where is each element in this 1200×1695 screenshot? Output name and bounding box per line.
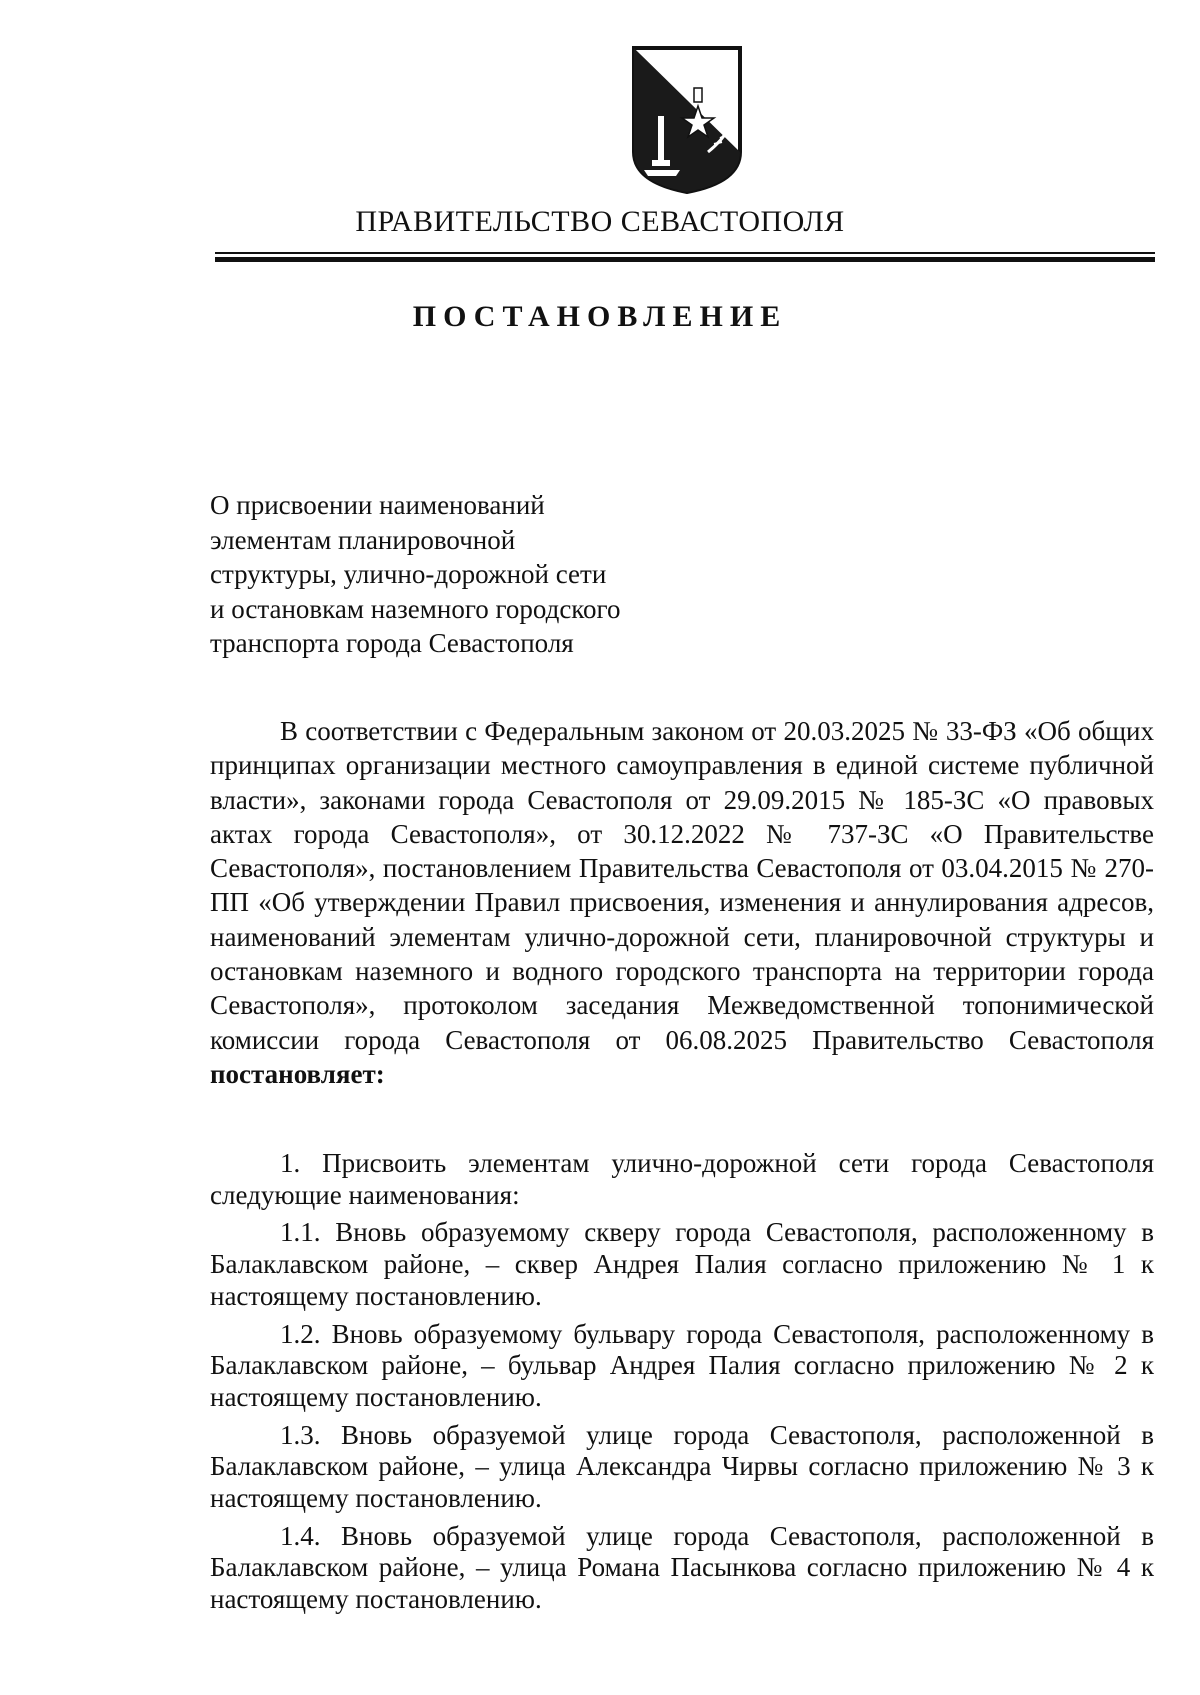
document-subject xyxy=(210,488,730,661)
clause-1-1: 1.1. Вновь образуемому скверу города Севастополя, расположенному в Балаклавском районе, – сквер Андрея Палия согласно приложению № 1 к настоящему постановлению. xyxy=(210,1217,1154,1311)
subject-line: структуры, улично-дорожной сети xyxy=(210,559,607,589)
sevastopol-coat-of-arms-icon xyxy=(628,44,746,194)
clause-1-4: 1.4. Вновь образуемой улице города Севастополя, расположенной в Балаклавском районе, – улица Романа Пасынкова согласно приложению № 4 к настоящему постановлению. xyxy=(210,1520,1154,1615)
clause-1-2: 1.2. Вновь образуемому бульвару города Севастополя, расположенному в Балаклавском районе, – бульвар Андрея Палия согласно приложению № 2 к настоящему постановлению. xyxy=(210,1318,1154,1412)
clauses-list xyxy=(210,1148,1154,1622)
document-type-title: ПОСТАНОВЛЕНИЕ xyxy=(412,300,788,333)
subject-line: О присвоении наименований xyxy=(210,490,545,520)
clause-1-3: 1.3. Вновь образуемой улице города Севастополя, расположенной в Балаклавском районе, – улица Александра Чирвы согласно приложению № 3 к настоящему постановлению. xyxy=(210,1419,1154,1514)
subject-line: транспорта города Севастополя xyxy=(210,628,574,658)
preamble-text: В соответствии с Федеральным законом от 20.03.2025 № 33-ФЗ «Об общих принципах организации местного самоуправления в единой системе публичной власти», законами города Севастополя от 29.09.2015 № 185-ЗС «О правовых актах города Севастополя», от 30.12.2022 № 737-ЗС «О Правительстве Севастополя», постановлением Правительства Севастополя от 03.04.2015 № 270-ПП «Об утверждении Правил присвоения, изменения и аннулирования адресов, наименований элементам улично-дорожной сети, планировочной структуры и остановкам наземного и водного городского транспорта на территории города Севастополя», протоколом заседания Межведомственной топонимической комиссии города Севастополя от 06.08.2025 Правительство Севастополя xyxy=(210,716,1154,1055)
subject-line: и остановкам наземного городского xyxy=(210,593,621,624)
preamble-paragraph xyxy=(210,714,1154,1091)
government-title: ПРАВИТЕЛЬСТВО СЕВАСТОПОЛЯ xyxy=(355,205,845,238)
clause-1: 1. Присвоить элементам улично-дорожной сети города Севастополя следующие наименования: xyxy=(210,1148,1154,1210)
subject-line: элементам планировочной xyxy=(210,524,516,555)
header-thick-rule xyxy=(215,257,1155,262)
header-thin-rule xyxy=(215,252,1155,254)
resolution-word: постановляет: xyxy=(210,1058,385,1089)
